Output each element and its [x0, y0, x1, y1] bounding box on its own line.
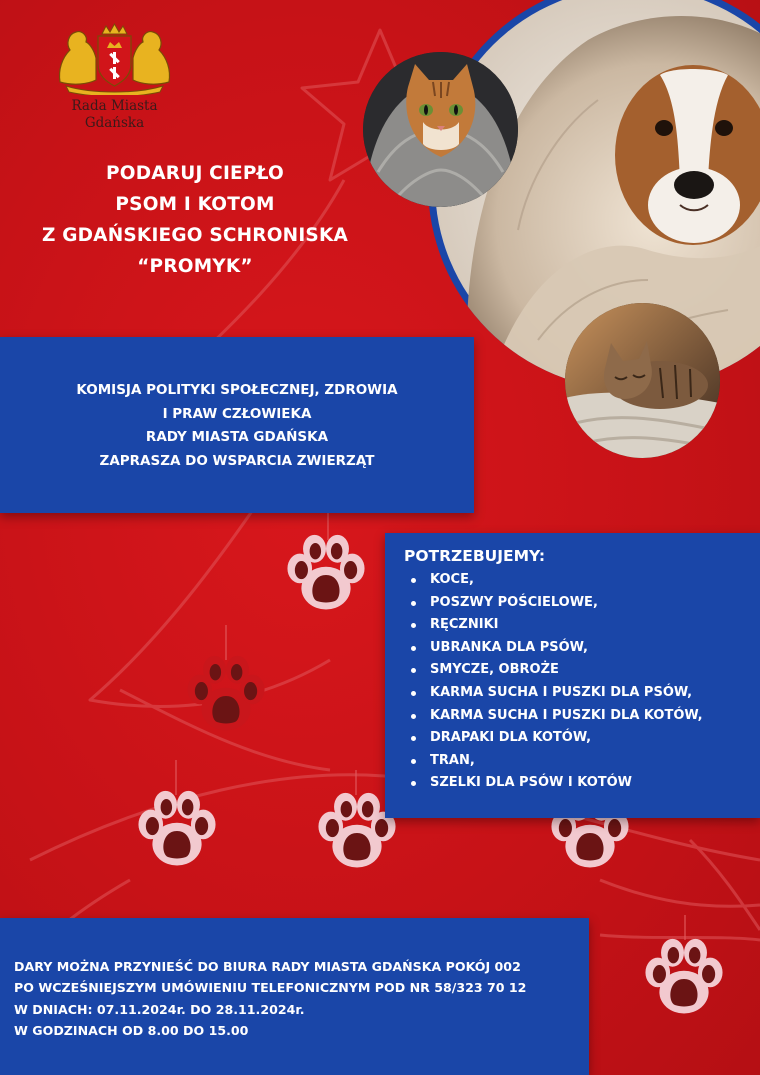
invitation-line3: RADY MIASTA GDAŃSKA — [145, 429, 329, 445]
paw-ornament-2 — [185, 655, 267, 737]
invitation-line1: KOMISJA POLITYKI SPOŁECZNEJ, ZDROWIA — [76, 382, 398, 398]
headline-line3: Z GDAŃSKIEGO SCHRONISKA — [41, 225, 349, 246]
paw-ornament-3 — [136, 790, 218, 872]
needs-list — [404, 569, 703, 795]
list-item: RĘCZNIKI — [404, 614, 703, 637]
headline-line4: “PROMYK” — [137, 256, 253, 277]
headline-line1: PODARUJ CIEPŁO — [106, 163, 284, 184]
list-item: KOCE, — [404, 569, 703, 592]
donation-info-box — [0, 918, 589, 1075]
cat-photo-top — [363, 52, 518, 207]
list-item: SMYCZE, OBROŻE — [404, 659, 703, 682]
invitation-text — [0, 379, 474, 473]
headline-line2: PSOM I KOTOM — [115, 194, 275, 215]
paw-ornament-1 — [285, 534, 367, 616]
headline — [10, 158, 380, 282]
logo-text — [52, 98, 177, 132]
needs-box — [385, 533, 760, 818]
list-item: KARMA SUCHA I PUSZKI DLA PSÓW, — [404, 682, 703, 705]
gdansk-coat-of-arms-icon — [52, 20, 177, 95]
donation-info-text — [14, 956, 526, 1042]
cat-photo-bottom — [565, 303, 720, 458]
list-item: KARMA SUCHA I PUSZKI DLA KOTÓW, — [404, 705, 703, 728]
needs-title: POTRZEBUJEMY: — [404, 547, 546, 565]
list-item: DRAPAKI DLA KOTÓW, — [404, 727, 703, 750]
info-line4: W GODZINACH OD 8.00 DO 15.00 — [14, 1023, 249, 1039]
list-item: UBRANKA DLA PSÓW, — [404, 637, 703, 660]
paw-ornament-6 — [643, 938, 725, 1020]
city-council-logo — [52, 20, 177, 135]
logo-name-line1: Rada Miasta — [71, 98, 158, 114]
logo-name-line2: Gdańska — [84, 115, 145, 131]
info-line3: W DNIACH: 07.11.2024r. DO 28.11.2024r. — [14, 1001, 305, 1017]
info-line2: PO WCZEŚNIEJSZYM UMÓWIENIU TELEFONICZNYM POD NR 58/323 70 12 — [14, 980, 527, 996]
info-line1: DARY MOŻNA PRZYNIEŚĆ DO BIURA RADY MIASTA GDAŃSKA POKÓJ 002 — [14, 959, 521, 974]
list-item: TRAN, — [404, 750, 703, 773]
invitation-line4: ZAPRASZA DO WSPARCIA ZWIERZĄT — [99, 452, 375, 469]
list-item: SZELKI DLA PSÓW I KOTÓW — [404, 772, 703, 795]
invitation-box — [0, 337, 474, 513]
invitation-line2: I PRAW CZŁOWIEKA — [162, 405, 312, 422]
list-item: POSZWY POŚCIELOWE, — [404, 592, 703, 615]
